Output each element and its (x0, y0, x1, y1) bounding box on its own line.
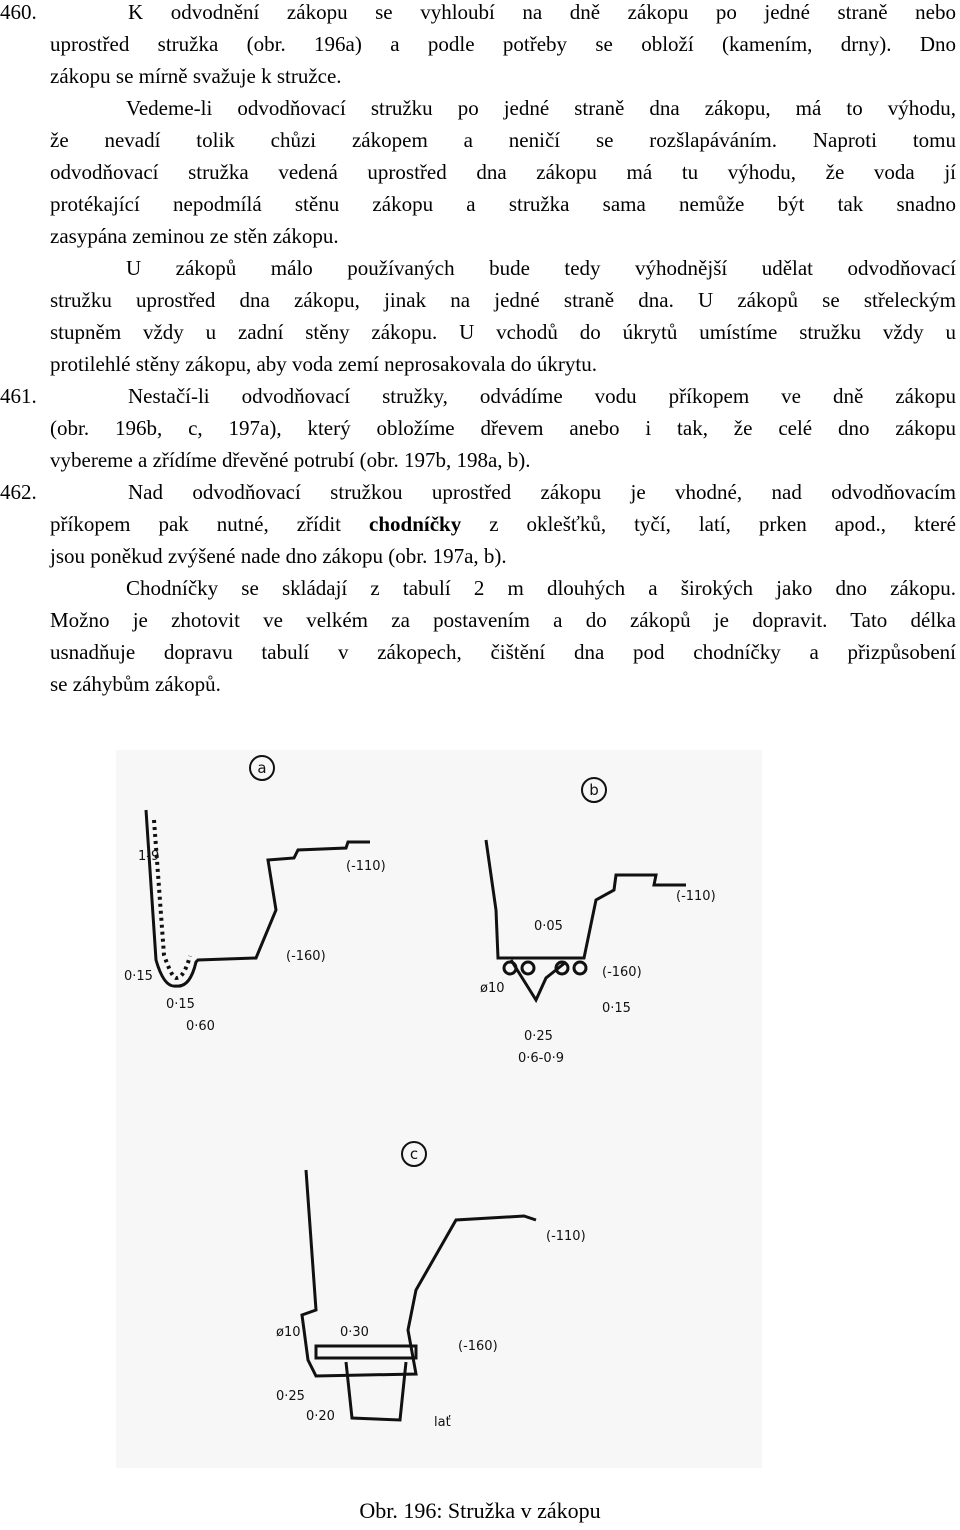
dim-c-5: 0·25 (276, 1389, 305, 1404)
paragraph-line: Vedeme-li odvodňovací stružku po jedné straně dna zákopu, má to výhodu, (126, 96, 956, 120)
paragraph-line: uprostřed stružka (obr. 196a) a podle potřeby se obloží (kamením, drny). Dno (50, 32, 956, 56)
paragraph-line: zasypána zeminou ze stěn zákopu. (50, 224, 339, 248)
paragraph-text: Nad odvodňovací stružkou uprostřed zákopu je vhodné, nad odvodňovacím (128, 480, 956, 504)
bold-term: chodníčky (369, 512, 462, 536)
dim-c-4: (-160) (458, 1339, 498, 1354)
dim-a-3: (-160) (286, 949, 326, 964)
paragraph-line (0, 380, 956, 412)
dim-a-6: 0·60 (186, 1019, 215, 1034)
paragraph-line: jsou poněkud zvýšené nade dno zákopu (obr. 197a, b). (50, 544, 507, 568)
dim-b-7: 0·6-0·9 (518, 1051, 565, 1066)
paragraph-line: se záhybům zákopů. (50, 672, 221, 696)
paragraph-number: 460. (0, 0, 37, 24)
dim-b-4: ø10 (480, 981, 505, 996)
dim-a-5: 0·15 (166, 997, 195, 1012)
dim-a-4: 0·15 (124, 969, 153, 984)
paragraph-line: stupněm vždy u zadní stěny zákopu. U vchodů do úkrytů umístíme stružku vždy u (50, 320, 956, 344)
paragraph-line: usnadňuje dopravu tabulí v zákopech, čištění dna pod chodníčky a přizpůsobení (50, 640, 956, 664)
dim-b-3: (-160) (602, 965, 642, 980)
text-run: z oklešťků, tyčí, latí, prken apod., které (461, 512, 956, 536)
dim-c-6: 0·20 (306, 1409, 335, 1424)
paragraph-line (0, 0, 956, 28)
paragraph-line: zákopu se mírně svažuje k stružce. (50, 64, 342, 88)
dim-c-3: 0·30 (340, 1325, 369, 1340)
figure-label-c: c (409, 1145, 419, 1163)
pole-b2 (522, 962, 534, 974)
paragraph-line: protilehlé stěny zákopu, aby voda zemí neprosakovala do úkrytu. (50, 352, 598, 376)
paragraph-line: protékající nepodmílá stěnu zákopu a stružka sama nemůže být tak snadno (50, 192, 956, 216)
trench-profile-b (486, 840, 686, 958)
trench-wall-a (154, 820, 190, 978)
dim-c-7: lať (434, 1415, 451, 1430)
dim-a-1: 1-9 (138, 849, 160, 864)
paragraph-text: K odvodnění zákopu se vyhloubí na dně zákopu po jedné straně nebo (128, 0, 956, 24)
dim-b-5: 0·15 (602, 1001, 631, 1016)
paragraph-line: U zákopů málo používaných bude tedy výhodnější udělat odvodňovací (126, 256, 956, 280)
figure-label-a: a (257, 759, 267, 777)
dim-b-6: 0·25 (524, 1029, 553, 1044)
drain-box-c (346, 1362, 406, 1420)
figure-drawing (116, 750, 762, 1468)
paragraph-line: Možno je zhotovit ve velkém za postavením a do zákopů je dopravit. Tato délka (50, 608, 956, 632)
dim-b-1: (-110) (676, 889, 716, 904)
paragraph-line: Chodníčky se skládají z tabulí 2 m dlouhých a širokých jako dno zákopu. (126, 576, 956, 600)
paragraph-line (50, 508, 956, 540)
paragraph-number: 462. (0, 480, 37, 504)
paragraph-line: že nevadí tolik chůzi zákopem a neničí se rozšlapáváním. Naproti tomu (50, 128, 956, 152)
figure-label-b: b (589, 781, 599, 799)
paragraph-number: 461. (0, 384, 37, 408)
dim-c-2: ø10 (276, 1325, 301, 1340)
pole-b4 (574, 962, 586, 974)
pole-b1 (504, 962, 516, 974)
trench-drawing-svg (116, 750, 762, 1468)
paragraph-line: odvodňovací stružka vedená uprostřed dna zákopu má tu výhodu, že voda jí (50, 160, 956, 184)
paragraph-line: vybereme a zřídíme dřevěné potrubí (obr. 197b, 198a, b). (50, 448, 531, 472)
trench-profile-a (146, 810, 370, 986)
dim-a-2: (-110) (346, 859, 386, 874)
text-run: příkopem pak nutné, zřídit (50, 512, 370, 536)
paragraph-text: Nestačí-li odvodňovací stružky, odvádíme vodu příkopem ve dně zákopu (128, 384, 956, 408)
figure-caption: Obr. 196: Stružka v zákopu (359, 1498, 601, 1523)
paragraph-line (0, 476, 956, 508)
duckboard-c (316, 1346, 416, 1358)
dim-b-2: 0·05 (534, 919, 563, 934)
paragraph-line: stružku uprostřed dna zákopu, jinak na jedné straně dna. U zákopů se střeleckým (50, 288, 956, 312)
paragraph-line: (obr. 196b, c, 197a), který obložíme dřevem anebo i tak, že celé dno zákopu (50, 416, 956, 440)
dim-c-1: (-110) (546, 1229, 586, 1244)
